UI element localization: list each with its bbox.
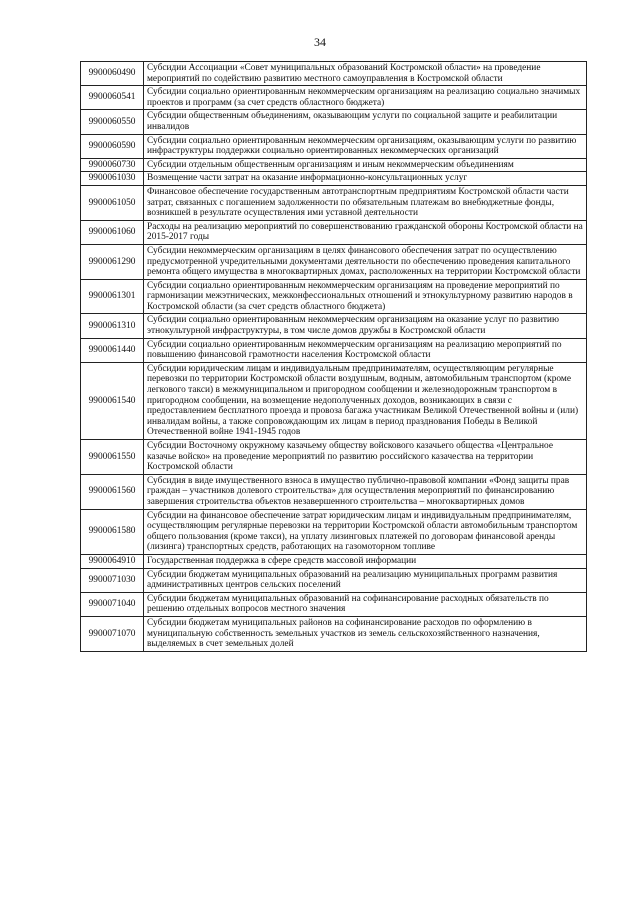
row-code: 9900071070 (81, 616, 144, 651)
table-row (81, 62, 587, 86)
table-row (81, 244, 587, 279)
table-row (81, 616, 587, 651)
row-code: 9900060541 (81, 86, 144, 110)
row-description: Субсидия в виде имущественного взноса в имущество публично-правовой компании «Фонд защиты прав граждан – участников долевого строительства» для осуществления мероприятий по финансированию завершения строительства объектов незавершенного строительства – многоквартирных домов (144, 474, 587, 509)
row-description: Государственная поддержка в сфере средств массовой информации (144, 554, 587, 568)
table-row (81, 568, 587, 592)
table-row (81, 220, 587, 244)
table-row (81, 338, 587, 362)
row-description: Субсидии бюджетам муниципальных образований на софинансирование расходных обязательств по решению отдельных вопросов местного значения (144, 592, 587, 616)
row-code: 9900061560 (81, 474, 144, 509)
row-description: Финансовое обеспечение государственным автотранспортным предприятиям Костромской области части затрат, связанных с погашением задолженности по обязательным платежам во внебюджетные фонды, возникшей в результате осуществления ими уставной деятельности (144, 185, 587, 220)
row-description: Субсидии социально ориентированным некоммерческим организациям на оказание услуг по развитию этнокультурной инфраструктуры, в том числе домов дружбы в Костромской области (144, 314, 587, 338)
row-description: Расходы на реализацию мероприятий по совершенствованию гражданской обороны Костромской области на 2015-2017 годы (144, 220, 587, 244)
row-description: Субсидии отдельным общественным организациям и иным некоммерческим объединениям (144, 158, 587, 172)
row-code: 9900061540 (81, 362, 144, 439)
row-description: Субсидии юридическим лицам и индивидуальным предпринимателям, осуществляющим регулярные перевозки по территории Костромской области воздушным, водным, автомобильным транспортом (кроме легкового такси) в межмуниципальном и пригородном сообщении и железнодорожным транспортом в пригородном сообщении, на возмещение недополученных доходов, возникающих в связи с предоставлением бесплатного проезда и провоза багажа участникам Великой Отечественной войны и (или) инвалидам войны, а также сопровождающим их лицам в период празднования Победы в Великой Отечественной войне 1941-1945 годов (144, 362, 587, 439)
budget-codes-table (80, 61, 587, 652)
row-description: Субсидии Восточному окружному казачьему обществу войскового казачьего общества «Центральное казачье войско» на проведение мероприятий по развитию российского казачества на территории Костромской области (144, 440, 587, 475)
table-row (81, 86, 587, 110)
row-code: 9900061060 (81, 220, 144, 244)
row-code: 9900060550 (81, 110, 144, 134)
row-code: 9900061030 (81, 172, 144, 186)
table-row (81, 110, 587, 134)
row-code: 9900060590 (81, 134, 144, 158)
row-description: Субсидии общественным объединениям, оказывающим услуги по социальной защите и реабилитации инвалидов (144, 110, 587, 134)
table-row (81, 474, 587, 509)
row-code: 9900071030 (81, 568, 144, 592)
table-body (81, 62, 587, 652)
row-code: 9900061440 (81, 338, 144, 362)
row-description: Субсидии социально ориентированным некоммерческим организациям на проведение мероприятий по гармонизации межэтнических, межконфессиональных отношений и этнокультурному развитию народов в Костромской области (за счет средств областного бюджета) (144, 279, 587, 314)
row-description: Субсидии на финансовое обеспечение затрат юридическим лицам и индивидуальным предпринимателям, осуществляющим регулярные перевозки на территории Костромской области автомобильным транспортом общего пользования (кроме такси), на уплату лизинговых платежей по договорам финансовой аренды (лизинга) транспортных средств, работающих на газомоторном топливе (144, 509, 587, 554)
row-code: 9900060730 (81, 158, 144, 172)
table-row (81, 509, 587, 554)
row-code: 9900064910 (81, 554, 144, 568)
table-row (81, 172, 587, 186)
row-description: Субсидии бюджетам муниципальных районов на софинансирование расходов по оформлению в муниципальную собственность земельных участков из земель сельскохозяйственного назначения, выделяемых в счет земельных долей (144, 616, 587, 651)
row-code: 9900060490 (81, 62, 144, 86)
table-row (81, 440, 587, 475)
row-code: 9900061310 (81, 314, 144, 338)
row-code: 9900061550 (81, 440, 144, 475)
table-row (81, 554, 587, 568)
table-row (81, 314, 587, 338)
row-code: 9900061290 (81, 244, 144, 279)
row-code: 9900061580 (81, 509, 144, 554)
table-row (81, 279, 587, 314)
table-row (81, 158, 587, 172)
row-description: Возмещение части затрат на оказание информационно-консультационных услуг (144, 172, 587, 186)
page-number: 34 (314, 35, 326, 49)
table-row (81, 362, 587, 439)
row-description: Субсидии социально ориентированным некоммерческим организациям, оказывающим услуги по развитию инфраструктуры поддержки социально ориентированных некоммерческих организаций (144, 134, 587, 158)
table-row (81, 592, 587, 616)
row-code: 9900071040 (81, 592, 144, 616)
row-description: Субсидии социально ориентированным некоммерческим организациям на реализацию социально значимых проектов и программ (за счет средств областного бюджета) (144, 86, 587, 110)
row-code: 9900061050 (81, 185, 144, 220)
row-code: 9900061301 (81, 279, 144, 314)
table-row (81, 134, 587, 158)
row-description: Субсидии некоммерческим организациям в целях финансового обеспечения затрат по осуществлению предусмотренной учредительными документами деятельности по обеспечению проведения капитального ремонта общего имущества в многоквартирных домах, расположенных на территории Костромской области (144, 244, 587, 279)
table-row (81, 185, 587, 220)
row-description: Субсидии Ассоциации «Совет муниципальных образований Костромской области» на проведение мероприятий по содействию развитию местного самоуправления в Костромской области (144, 62, 587, 86)
row-description: Субсидии бюджетам муниципальных образований на реализацию муниципальных программ развития административных центров сельских поселений (144, 568, 587, 592)
row-description: Субсидии социально ориентированным некоммерческим организациям на реализацию мероприятий по повышению финансовой грамотности населения Костромской области (144, 338, 587, 362)
